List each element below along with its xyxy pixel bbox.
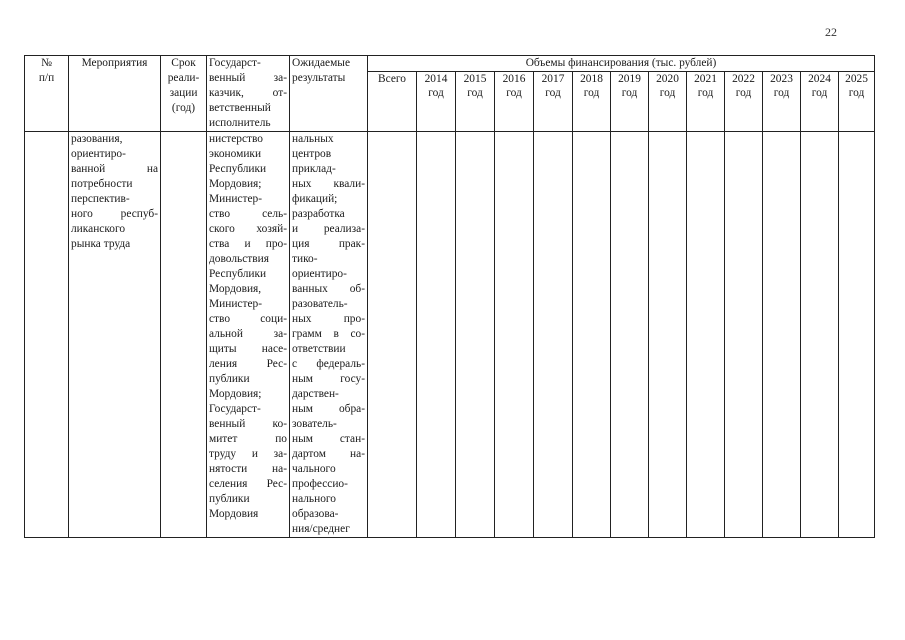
year-label: 2022 xyxy=(732,73,755,86)
header-term-line: зации xyxy=(169,87,198,99)
year-unit: год xyxy=(621,87,638,100)
cell-number xyxy=(25,132,69,538)
header-number-line: п/п xyxy=(38,72,55,84)
year-label: 2023 xyxy=(770,73,793,86)
header-term-line: Срок xyxy=(171,57,196,69)
results-line: дартом на- xyxy=(292,448,365,460)
header-term xyxy=(161,56,207,132)
results-line: и реализа- xyxy=(292,223,365,235)
activity-text xyxy=(71,132,158,252)
executor-line: Мордовия; xyxy=(209,178,262,190)
executor-line: Министер- xyxy=(209,298,262,310)
header-year-2024 xyxy=(801,72,839,132)
cell-year-2018 xyxy=(573,132,611,538)
results-line: ция прак- xyxy=(292,238,365,250)
executor-line: ство соци- xyxy=(209,313,287,325)
results-line: грамм в со- xyxy=(292,328,365,340)
executor-line: Мордовия xyxy=(209,508,259,520)
executor-line: нятости на- xyxy=(209,463,287,475)
cell-year-2015 xyxy=(456,132,495,538)
results-line: ния/среднег xyxy=(292,523,350,535)
header-number-line: № xyxy=(41,57,52,69)
results-line: ным обра- xyxy=(292,403,365,415)
results-line: нальных xyxy=(292,133,334,145)
year-label: 2015 xyxy=(463,73,487,86)
header-term-line: реали- xyxy=(167,72,200,84)
header-results-line: Ожидаемые xyxy=(292,57,351,69)
year-unit: год xyxy=(428,87,444,100)
cell-activity xyxy=(69,132,161,538)
executor-line: Республики xyxy=(209,268,267,280)
header-year-2023 xyxy=(763,72,801,132)
header-year-2016 xyxy=(495,72,534,132)
results-line: ответствии xyxy=(292,343,346,355)
cell-total xyxy=(368,132,417,538)
year-unit: год xyxy=(697,87,714,100)
header-activity-label: Мероприятия xyxy=(81,57,148,69)
year-unit: год xyxy=(506,87,522,100)
header-executor-line: исполнитель xyxy=(209,117,271,129)
year-label: 2020 xyxy=(656,73,679,86)
year-unit: год xyxy=(545,87,561,100)
year-unit: год xyxy=(467,87,483,100)
cell-year-2020 xyxy=(649,132,687,538)
executor-line: труду и за- xyxy=(209,448,287,460)
executor-line: селения Рес- xyxy=(209,478,287,490)
header-total: Всего xyxy=(368,72,417,132)
executor-line: митет по xyxy=(209,433,287,445)
results-line: ным госу- xyxy=(292,373,365,385)
executor-line: альной за- xyxy=(209,328,287,340)
program-activities-table xyxy=(24,55,875,538)
results-line: дарствен- xyxy=(292,388,339,400)
results-line: профессио- xyxy=(292,478,348,490)
results-line: нального xyxy=(292,493,337,505)
header-year-2020 xyxy=(649,72,687,132)
cell-year-2019 xyxy=(611,132,649,538)
executor-line: ления Рес- xyxy=(209,358,287,370)
results-line: зователь- xyxy=(292,418,337,430)
executor-line: Министер- xyxy=(209,193,262,205)
executor-line: Мордовия; xyxy=(209,388,262,400)
header-executor xyxy=(207,56,290,132)
header-year-2019 xyxy=(611,72,649,132)
header-executor-line: казчик, от- xyxy=(209,87,287,99)
cell-year-2024 xyxy=(801,132,839,538)
executor-line: публики xyxy=(209,493,250,505)
header-year-2022 xyxy=(725,72,763,132)
year-unit: год xyxy=(848,87,865,100)
executor-line: щиты насе- xyxy=(209,343,287,355)
results-line: ванных об- xyxy=(292,283,365,295)
header-year-2017 xyxy=(534,72,573,132)
results-line: разработка xyxy=(292,208,345,220)
year-unit: год xyxy=(811,87,828,100)
header-results-line: результаты xyxy=(292,72,346,84)
cell-executor xyxy=(207,132,290,538)
header-executor-line: венный за- xyxy=(209,72,287,84)
cell-term xyxy=(161,132,207,538)
executor-line: венный ко- xyxy=(209,418,287,430)
year-label: 2016 xyxy=(502,73,526,86)
cell-results xyxy=(290,132,368,538)
table-row xyxy=(25,132,875,538)
header-year-2015 xyxy=(456,72,495,132)
header-year-2018 xyxy=(573,72,611,132)
executor-line: нистерство xyxy=(209,133,264,145)
cell-year-2014 xyxy=(417,132,456,538)
header-number xyxy=(25,56,69,132)
activity-line: разования, xyxy=(71,133,123,145)
executor-line: довольствия xyxy=(209,253,269,265)
year-label: 2021 xyxy=(694,73,717,86)
activity-line: рынка труда xyxy=(71,238,131,250)
year-unit: год xyxy=(773,87,790,100)
year-unit: год xyxy=(659,87,676,100)
cell-year-2016 xyxy=(495,132,534,538)
results-line: приклад- xyxy=(292,163,336,175)
cell-year-2022 xyxy=(725,132,763,538)
year-label: 2019 xyxy=(618,73,641,86)
year-unit: год xyxy=(735,87,752,100)
results-line: ных квали- xyxy=(292,178,365,190)
page-number: 22 xyxy=(825,25,837,39)
executor-line: ства и про- xyxy=(209,238,287,250)
results-line: ориентиро- xyxy=(292,268,347,280)
activity-line: ликанского xyxy=(71,223,126,235)
cell-year-2025 xyxy=(839,132,875,538)
activity-line: ванной на xyxy=(71,163,158,175)
results-text xyxy=(292,132,365,537)
header-executor-line: Государст- xyxy=(209,57,261,69)
executor-line: экономики xyxy=(209,148,262,160)
header-term-line: (год) xyxy=(171,102,196,114)
results-line: центров xyxy=(292,148,332,160)
year-unit: год xyxy=(583,87,600,100)
header-results xyxy=(290,56,368,132)
executor-line: публики xyxy=(209,373,250,385)
header-executor-line: ветственный xyxy=(209,102,271,114)
cell-year-2023 xyxy=(763,132,801,538)
year-label: 2014 xyxy=(424,73,448,86)
executor-line: Государст- xyxy=(209,403,261,415)
results-line: с федераль- xyxy=(292,358,365,370)
executor-line: Мордовия, xyxy=(209,283,262,295)
year-label: 2017 xyxy=(541,73,565,86)
executor-text xyxy=(209,132,287,522)
header-year-2021 xyxy=(687,72,725,132)
results-line: ных про- xyxy=(292,313,365,325)
results-line: разователь- xyxy=(292,298,348,310)
executor-line: ского хозяй- xyxy=(209,223,287,235)
cell-year-2021 xyxy=(687,132,725,538)
executor-line: ство сель- xyxy=(209,208,287,220)
year-label: 2024 xyxy=(808,73,831,86)
activity-line: ного респуб- xyxy=(71,208,158,220)
activity-line: потребности xyxy=(71,178,133,190)
results-line: образова- xyxy=(292,508,339,520)
results-line: тико- xyxy=(292,253,318,265)
activity-line: ориентиро- xyxy=(71,148,126,160)
cell-year-2017 xyxy=(534,132,573,538)
year-label: 2025 xyxy=(845,73,868,86)
header-activity xyxy=(69,56,161,132)
results-line: чального xyxy=(292,463,336,475)
executor-line: Республики xyxy=(209,163,267,175)
year-label: 2018 xyxy=(580,73,603,86)
results-line: ным стан- xyxy=(292,433,365,445)
header-year-2025 xyxy=(839,72,875,132)
results-line: фикаций; xyxy=(292,193,338,205)
header-funding-title: Объемы финансирования (тыс. рублей) xyxy=(368,56,875,72)
activity-line: перспектив- xyxy=(71,193,130,205)
header-year-2014 xyxy=(417,72,456,132)
